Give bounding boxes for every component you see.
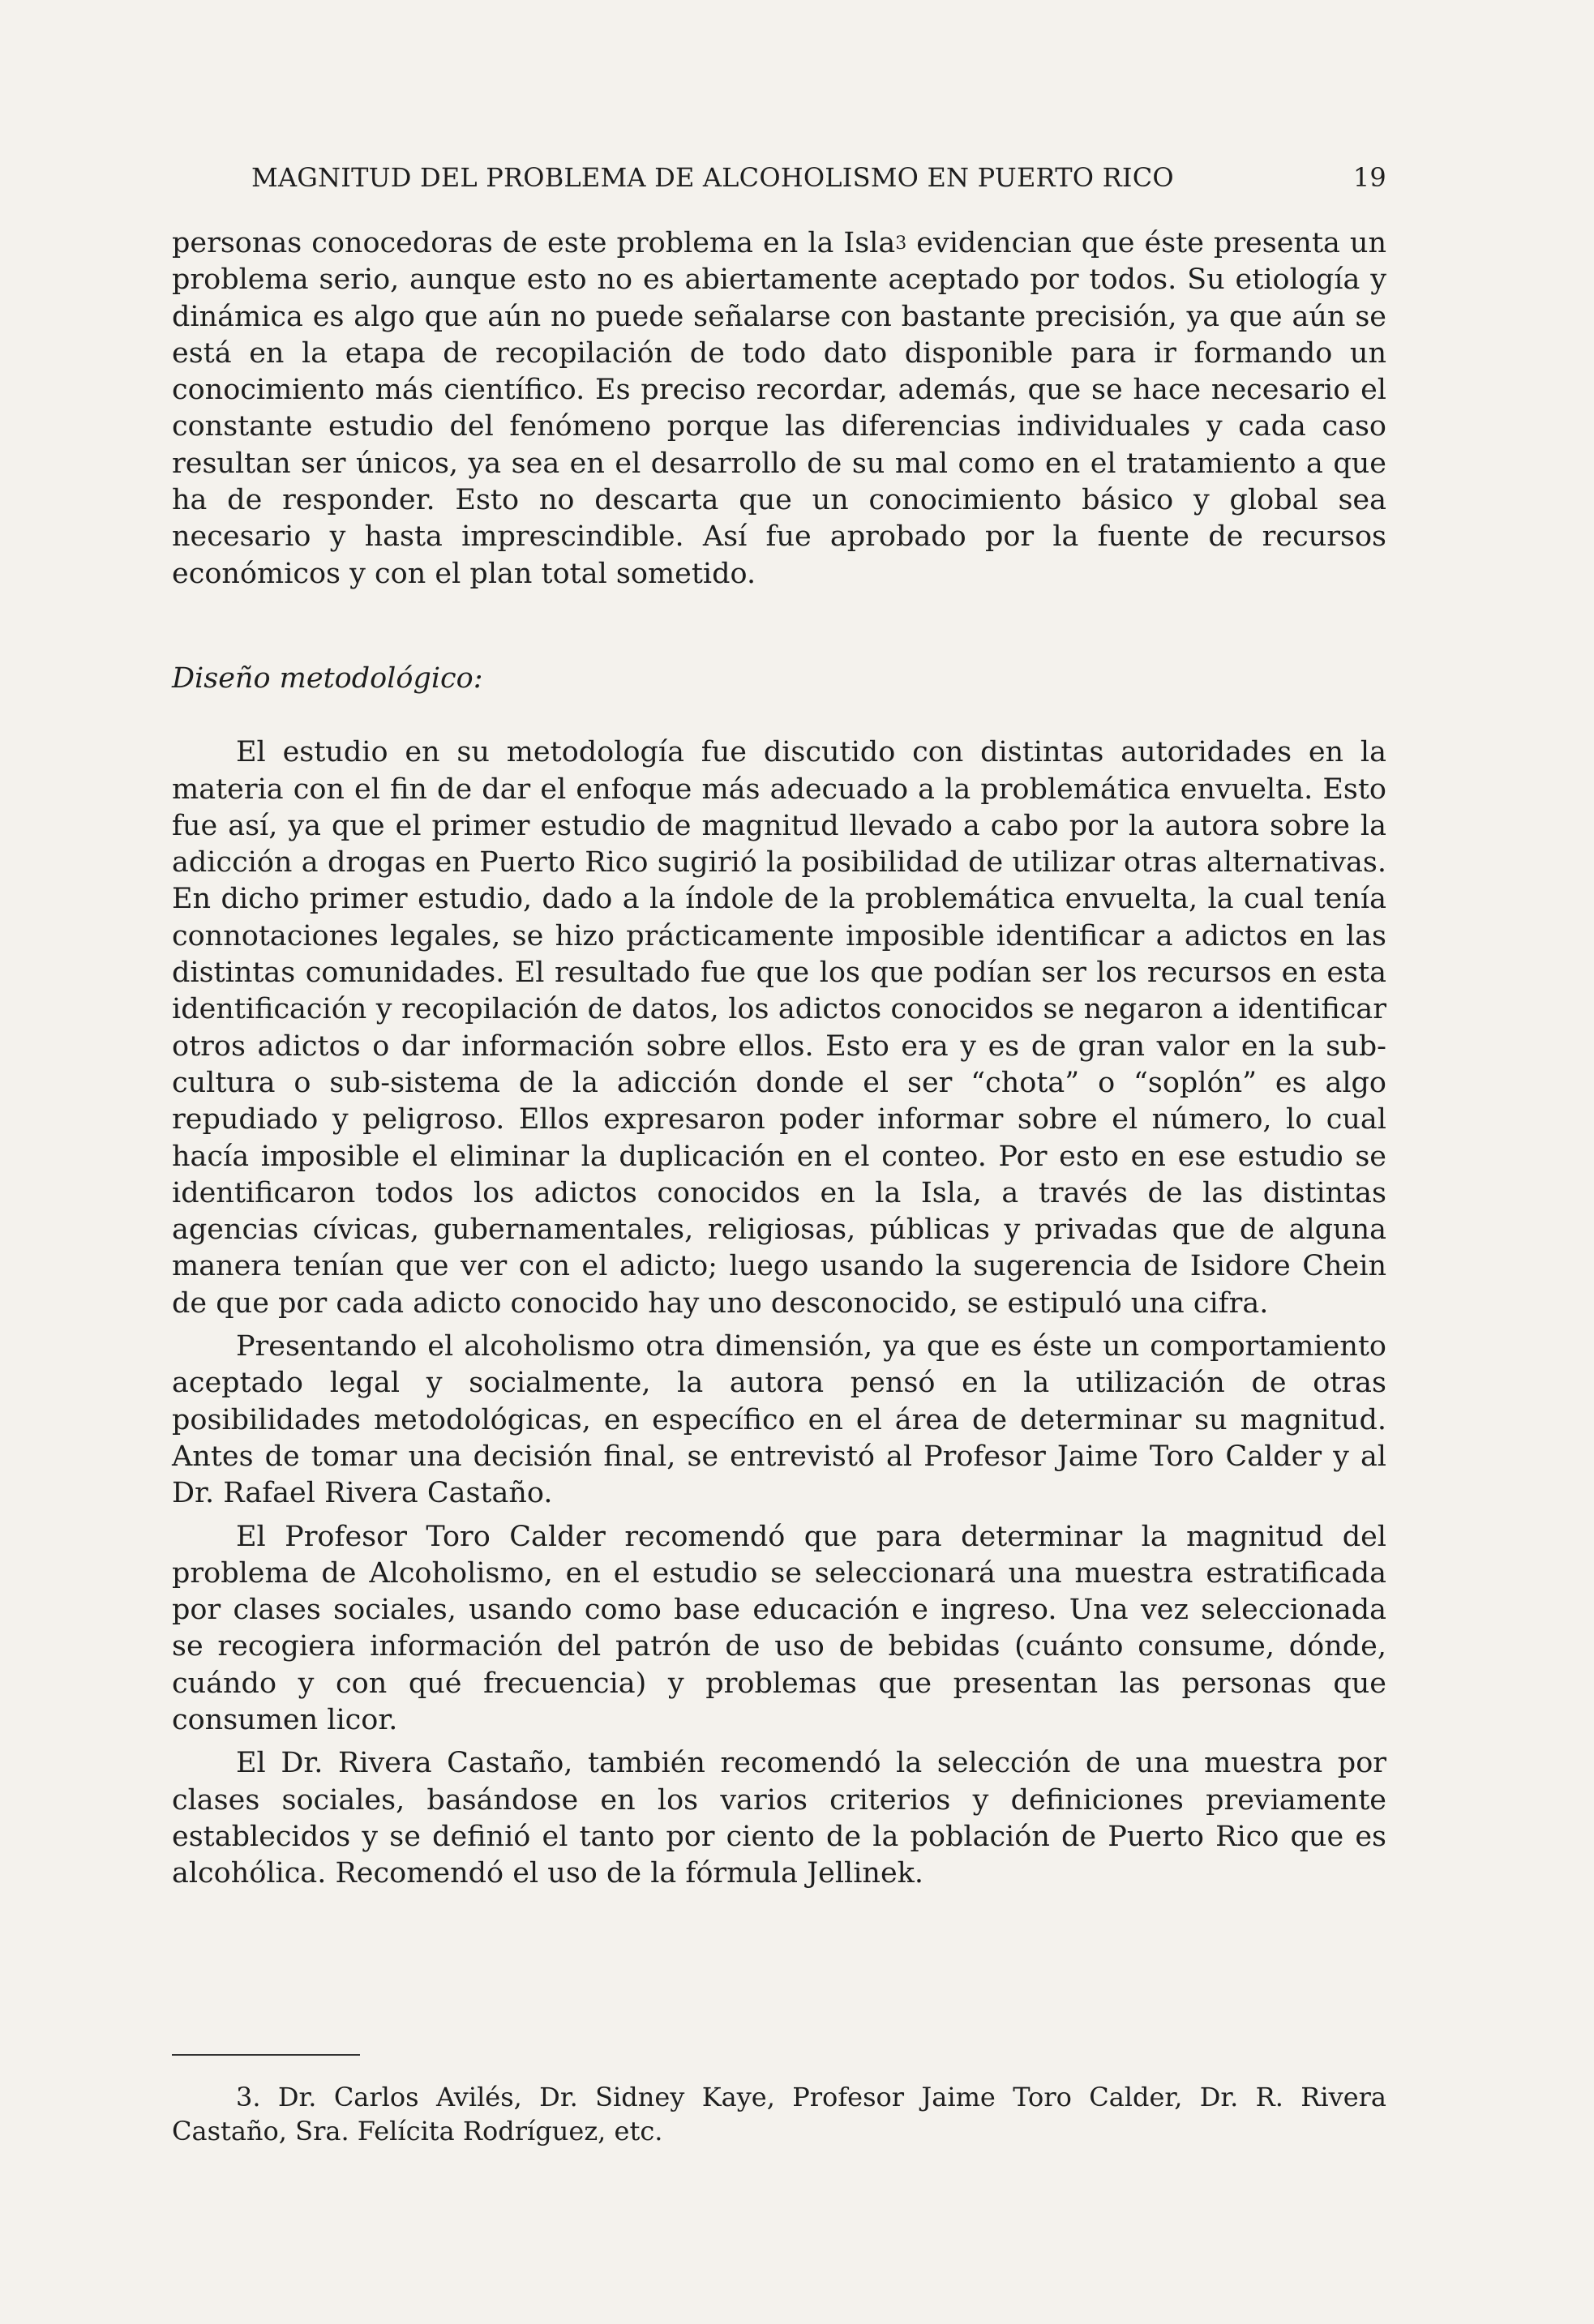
footnote-reference: 3 — [895, 233, 907, 254]
paragraph-continuation — [172, 225, 1386, 593]
section-heading: Diseño metodológico: — [172, 661, 483, 695]
body-text — [172, 225, 1386, 1892]
paragraph-3: Presentando el alcoholismo otra dimensión, ya que es éste un comportamiento aceptado legal y socialmente, la autora pensó en la utilización de otras posibilidades metodológicas, en específico en el área de determinar su magnitud. Antes de tomar una decisión final, se entrevistó al Profesor Jaime Toro Calder y al Dr. Rafael Rivera Castaño. — [172, 1330, 1386, 1510]
page-number: 19 — [1352, 162, 1386, 193]
paragraph-1-rest: evidencian que éste presenta un problema serio, aunque esto no es abiertamente aceptado por todos. Su etiología y dinámica es algo que aún no puede señalarse con bastante precisión, ya que aún se está en la etapa de recopilación de todo dato disponible para ir formando un conocimiento más científico. Es preciso recordar, además, que se hace necesario el constante estudio del fenómeno porque las diferencias individuales y cada caso resultan ser únicos, ya sea en el desarrollo de su mal como en el tratamiento a que ha de responder. Esto no descarta que un conocimiento básico y global sea necesario y hasta imprescindible. Así fue aprobado por la fuente de recursos económicos y con el plan total sometido. — [172, 227, 1386, 590]
running-head — [251, 162, 1386, 193]
paragraph-1-start: personas conocedoras de este problema en la Isla — [172, 227, 896, 259]
footnote-divider — [172, 2054, 360, 2056]
footnote: 3. Dr. Carlos Avilés, Dr. Sidney Kaye, Profesor Jaime Toro Calder, Dr. R. Rivera Castaño, Sra. Felícita Rodríguez, etc. — [172, 2082, 1386, 2146]
paragraph-5: El Dr. Rivera Castaño, también recomendó la selección de una muestra por clases sociales, basándose en los varios criterios y definiciones previamente establecidos y se definió el tanto por ciento de la población de Puerto Rico que es alcohólica. Recomendó el uso de la fórmula Jellinek. — [172, 1747, 1386, 1890]
paragraph-4: El Profesor Toro Calder recomendó que para determinar la magnitud del problema de Alcoholismo, en el estudio se seleccionará una muestra estratificada por clases sociales, usando como base educación e ingreso. Una vez seleccionada se recogiera información del patrón de uso de bebidas (cuánto consume, dónde, cuándo y con qué frecuencia) y problemas que presentan las personas que consumen licor. — [172, 1520, 1386, 1736]
paragraph-2: El estudio en su metodología fue discutido con distintas autoridades en la materia con el fin de dar el enfoque más adecuado a la problemática envuelta. Esto fue así, ya que el primer estudio de magnitud llevado a cabo por la autora sobre la adicción a drogas en Puerto Rico sugirió la posibilidad de utilizar otras alternativas. En dicho primer estudio, dado a la índole de la problemática envuelta, la cual tenía connotaciones legales, se hizo prácticamente imposible identificar a adictos en las distintas comunidades. El resultado fue que los que podían ser los recursos en esta identificación y recopilación de datos, los adictos conocidos se negaron a identificar otros adictos o dar información sobre ellos. Esto era y es de gran valor en la sub-cultura o sub-sistema de la adicción donde el ser “chota” o “soplón” es algo repudiado y peligroso. Ellos expresaron poder informar sobre el número, lo cual hacía imposible el eliminar la duplicación en el conteo. Por esto en ese estudio se identificaron todos los adictos conocidos en la Isla, a través de las distintas agencias cívicas, gubernamentales, religiosas, públicas y privadas que de alguna manera tenían que ver con el adicto; luego usando la sugerencia de Isidore Chein de que por cada adicto conocido hay uno desconocido, se estipuló una cifra. — [172, 736, 1386, 1320]
running-head-title: MAGNITUD DEL PROBLEMA DE ALCOHOLISMO EN PUERTO RICO — [251, 162, 1174, 193]
